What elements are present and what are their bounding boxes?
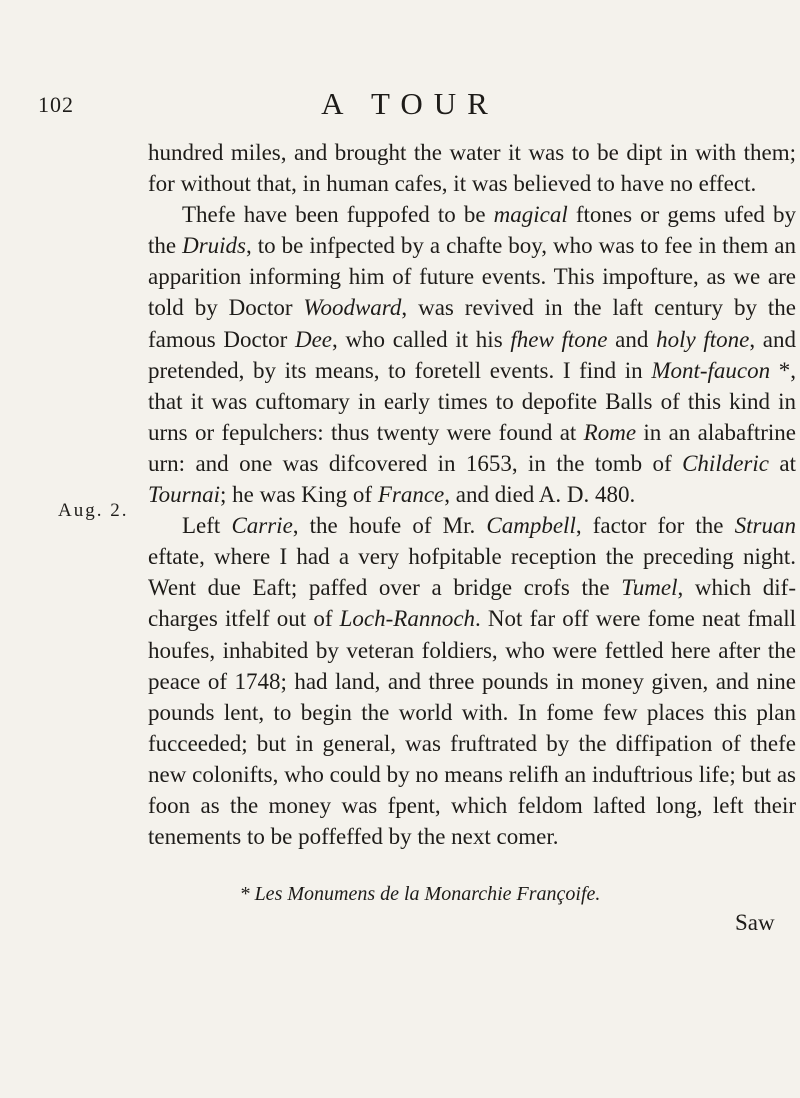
paragraph-2: Thefe have been fuppofed to be magical ftones or gems ufed by the Druids, to be infpected by a chafte boy, who was to fee in them an apparition informing him of future events. This impofture, as we are told by Doctor Woodward, was revived in the laft century by the famous Doctor Dee, who called it his fhew ftone and holy ftone, and pretended, by its means, to foretell events. I find in Mont-faucon *, that it was cuftomary in early times to depofite Balls of this kind in urns or fepulchers: thus twenty were found at Rome in an alabaftrine urn: and one was difcovered in 1653, in the tomb of Childeric at Tournai; he was King of France, and died A. D. 480. bbox=[148, 202, 797, 508]
page-number: 102 bbox=[38, 92, 74, 117]
body-text bbox=[148, 137, 796, 852]
footnote: * Les Monumens de la Monarchie Françoife. bbox=[239, 883, 601, 905]
margin-note-date: Aug. 2. bbox=[58, 500, 129, 521]
running-head: A TOUR bbox=[321, 86, 499, 121]
paragraph-1: hundred miles, and brought the water it was to be dipt in with them; for without that, in human cafes, it was believed to have no effect. bbox=[148, 140, 796, 197]
paragraph-3: Left Carrie, the houfe of Mr. Campbell, factor for the Struan eftate, where I had a very hofpitable reception the preceding night. Went due Eaft; paffed over a bridge crofs the Tumel, which dif-charges itfelf out of Loch-Rannoch. Not far off were fome neat fmall houfes, inhabited by veteran foldiers, who were fettled here after the peace of 1748; had land, and three pounds in money given, and nine pounds lent, to begin the world with. In fome few places this plan fucceeded; but in general, was fruftrated by the diffipation of thefe new colonifts, who could by no means relifh an induftrious life; but as foon as the money was fpent, which feldom lafted long, left their tenements to be poffeffed by the next comer. bbox=[148, 513, 796, 850]
catchword: Saw bbox=[735, 910, 775, 935]
